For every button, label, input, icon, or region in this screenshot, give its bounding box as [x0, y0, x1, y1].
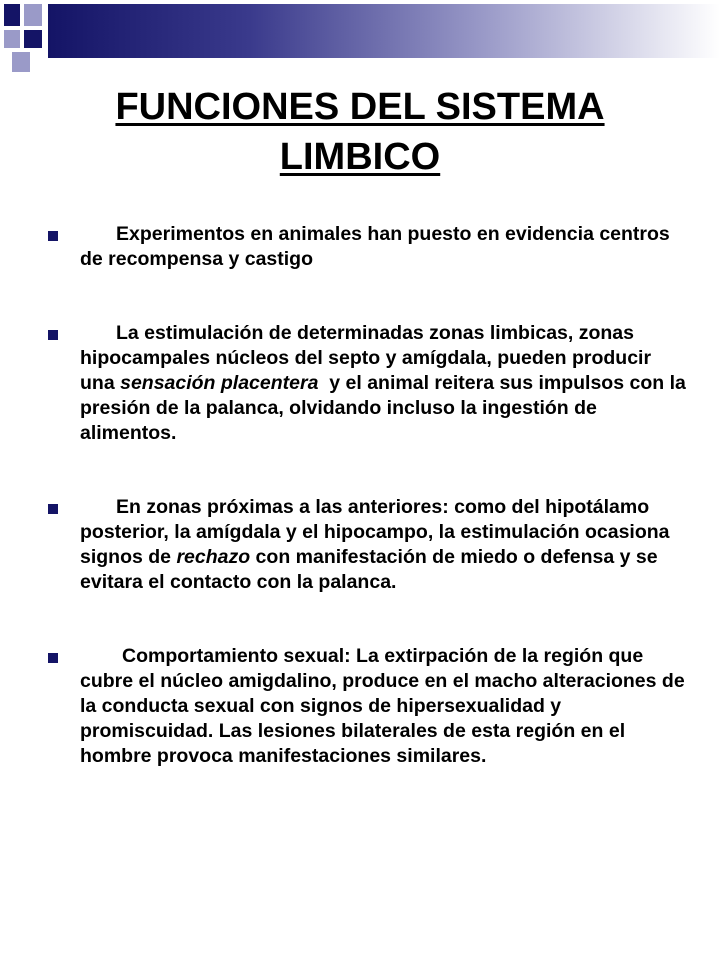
- corner-square-3: [4, 30, 20, 48]
- bullet-text-before: La estimulación de determinadas zonas limbicas, zonas hipocampales núcleos del septo y amígdala, pueden producir una: [80, 322, 652, 394]
- corner-square-4: [24, 30, 42, 48]
- bullet-text-content: Experimentos en animales han puesto en evidencia centros de recompensa y castigo: [80, 223, 670, 270]
- header-gradient-band: [48, 4, 720, 58]
- bullet-item-1: [48, 222, 688, 272]
- square-bullet-icon: [48, 330, 58, 340]
- bullet-item-4: [48, 644, 688, 769]
- square-bullet-icon: [48, 231, 58, 241]
- bullet-item-2: [48, 321, 692, 446]
- bullet-text: [80, 495, 688, 595]
- title-line-2: LIMBICO: [279, 136, 441, 178]
- bullet-text-emphasis: sensación placentera: [120, 372, 319, 394]
- title-line-1: FUNCIONES DEL SISTEMA: [115, 86, 605, 128]
- bullet-text-after: con manifestación de miedo o defensa y se evitara el contacto con la palanca.: [80, 546, 658, 593]
- slide-title: [0, 82, 720, 182]
- bullet-text-before: En zonas próximas a las anteriores: como del hipotálamo posterior, la amígdala y el hipocampo, la estimulación ocasiona signos de: [80, 496, 670, 568]
- bullet-text-emphasis: rechazo: [176, 546, 251, 568]
- corner-square-5: [12, 52, 30, 72]
- bullet-item-3: [48, 495, 688, 595]
- bullet-text: [80, 222, 688, 272]
- bullet-list: [48, 222, 692, 818]
- bullet-text: [80, 644, 688, 769]
- square-bullet-icon: [48, 653, 58, 663]
- corner-square-2: [24, 4, 42, 26]
- bullet-text-after: y el animal reitera sus impulsos con la presión de la palanca, olvidando incluso la ingestión de alimentos.: [80, 372, 692, 444]
- corner-square-1: [4, 4, 20, 26]
- bullet-text-content: Comportamiento sexual: La extirpación de la región que cubre el núcleo amigdalino, produce en el macho alteraciones de la conducta sexual con signos de hipersexualidad y promiscuidad. Las lesiones bilaterales de esta región en el hombre provoca manifestaciones similares.: [80, 645, 685, 767]
- bullet-text: [80, 321, 692, 446]
- square-bullet-icon: [48, 504, 58, 514]
